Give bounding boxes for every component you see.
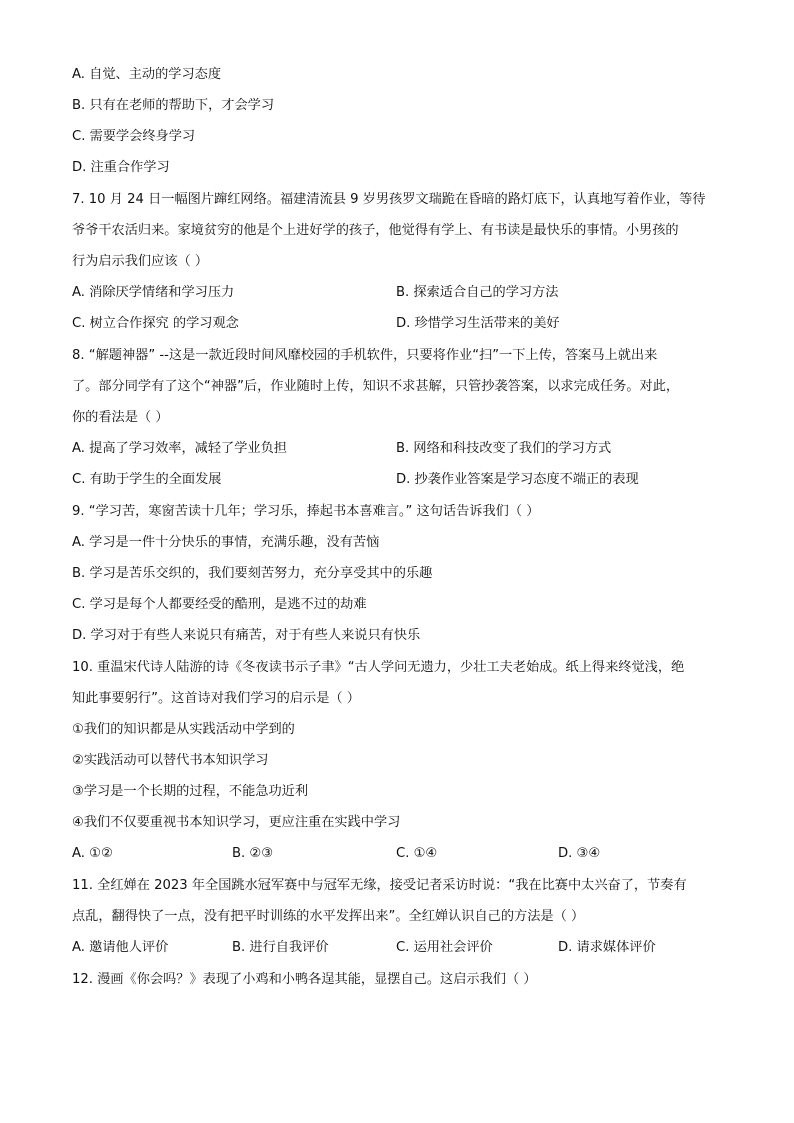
q10-option-a: A. ①② bbox=[72, 846, 113, 861]
q9-stem-line-1: 9. “学习苦，寒窗苦读十几年；学习乐，捧起书本喜难言。” 这句话告诉我们（ ） bbox=[72, 504, 540, 519]
q10-statement-3: ③学习是一个长期的过程，不能急功近利 bbox=[72, 784, 309, 799]
q12-stem-line-1: 12. 漫画《你会吗？》表现了小鸡和小鸭各逞其能，显摆自己。这启示我们（ ） bbox=[72, 972, 537, 987]
q7-stem-line-3: 行为启示我们应该（ ） bbox=[72, 254, 209, 269]
q10-option-c: C. ①④ bbox=[396, 846, 438, 861]
q9-option-c: C. 学习是每个人都要经受的酷刑，是逃不过的劫难 bbox=[72, 597, 367, 612]
q7-option-d: D. 珍惜学习生活带来的美好 bbox=[396, 316, 560, 331]
q7-option-b: B. 探索适合自己的学习方法 bbox=[396, 285, 559, 300]
q9-option-b: B. 学习是苦乐交织的，我们要刻苦努力，充分享受其中的乐趣 bbox=[72, 566, 433, 581]
q9-option-d: D. 学习对于有些人来说只有痛苦，对于有些人来说只有快乐 bbox=[72, 628, 421, 643]
q7-stem-line-1: 7. 10 月 24 日一幅图片蹿红网络。福建清流县 9 岁男孩罗文瑞跪在昏暗的路灯底下，认真地写着作业，等待 bbox=[72, 192, 706, 207]
q11-stem-line-2: 点乱，翻得快了一点，没有把平时训练的水平发挥出来”。全红婵认识自己的方法是（ ） bbox=[72, 909, 585, 924]
q8-stem-line-2: 了。部分同学有了这个“神器”后，作业随时上传，知识不求甚解，只管抄袭答案，以求完成任务。对此， bbox=[72, 379, 680, 394]
q11-stem-line-1: 11. 全红婵在 2023 年全国跳水冠军赛中与冠军无缘，接受记者采访时说：“我在比赛中太兴奋了，节奏有 bbox=[72, 878, 687, 893]
q10-stem-line-2: 知此事要躬行”。这首诗对我们学习的启示是（ ） bbox=[72, 691, 360, 706]
q8-option-c: C. 有助于学生的全面发展 bbox=[72, 472, 222, 487]
q8-stem-line-1: 8. “解题神器” --这是一款近段时间风靡校园的手机软件，只要将作业“扫”一下上传，答案马上就出来 bbox=[72, 348, 658, 363]
q10-statement-2: ②实践活动可以替代书本知识学习 bbox=[72, 753, 269, 768]
q8-option-a: A. 提高了学习效率，减轻了学业负担 bbox=[72, 441, 287, 456]
q6-option-c: C. 需要学会终身学习 bbox=[72, 129, 196, 144]
q6-option-d: D. 注重合作学习 bbox=[72, 160, 170, 175]
q7-option-c: C. 树立合作探究 的学习观念 bbox=[72, 316, 239, 331]
q10-statement-4: ④我们不仅要重视书本知识学习，更应注重在实践中学习 bbox=[72, 815, 401, 830]
q9-option-a: A. 学习是一件十分快乐的事情，充满乐趣，没有苦恼 bbox=[72, 535, 380, 550]
q11-option-b: B. 进行自我评价 bbox=[232, 940, 329, 955]
q8-stem-line-3: 你的看法是（ ） bbox=[72, 410, 169, 425]
q10-option-b: B. ②③ bbox=[232, 846, 274, 861]
q11-option-d: D. 请求媒体评价 bbox=[558, 940, 656, 955]
q10-statement-1: ①我们的知识都是从实践活动中学到的 bbox=[72, 722, 295, 737]
q11-option-a: A. 邀请他人评价 bbox=[72, 940, 169, 955]
q10-option-d: D. ③④ bbox=[558, 846, 601, 861]
q7-stem-line-2: 爷爷干农活归来。家境贫穷的他是个上进好学的孩子，他觉得有学上、有书读是最快乐的事情。小男孩的 bbox=[72, 223, 679, 238]
q10-stem-line-1: 10. 重温宋代诗人陆游的诗《冬夜读书示子聿》“古人学问无遗力，少壮工夫老始成。纸上得来终觉浅，绝 bbox=[72, 660, 685, 675]
q6-option-a: A. 自觉、主动的学习态度 bbox=[72, 67, 222, 82]
q11-option-c: C. 运用社会评价 bbox=[396, 940, 493, 955]
q8-option-b: B. 网络和科技改变了我们的学习方式 bbox=[396, 441, 612, 456]
q6-option-b: B. 只有在老师的帮助下，才会学习 bbox=[72, 98, 275, 113]
q7-option-a: A. 消除厌学情绪和学习压力 bbox=[72, 285, 235, 300]
q8-option-d: D. 抄袭作业答案是学习态度不端正的表现 bbox=[396, 472, 639, 487]
